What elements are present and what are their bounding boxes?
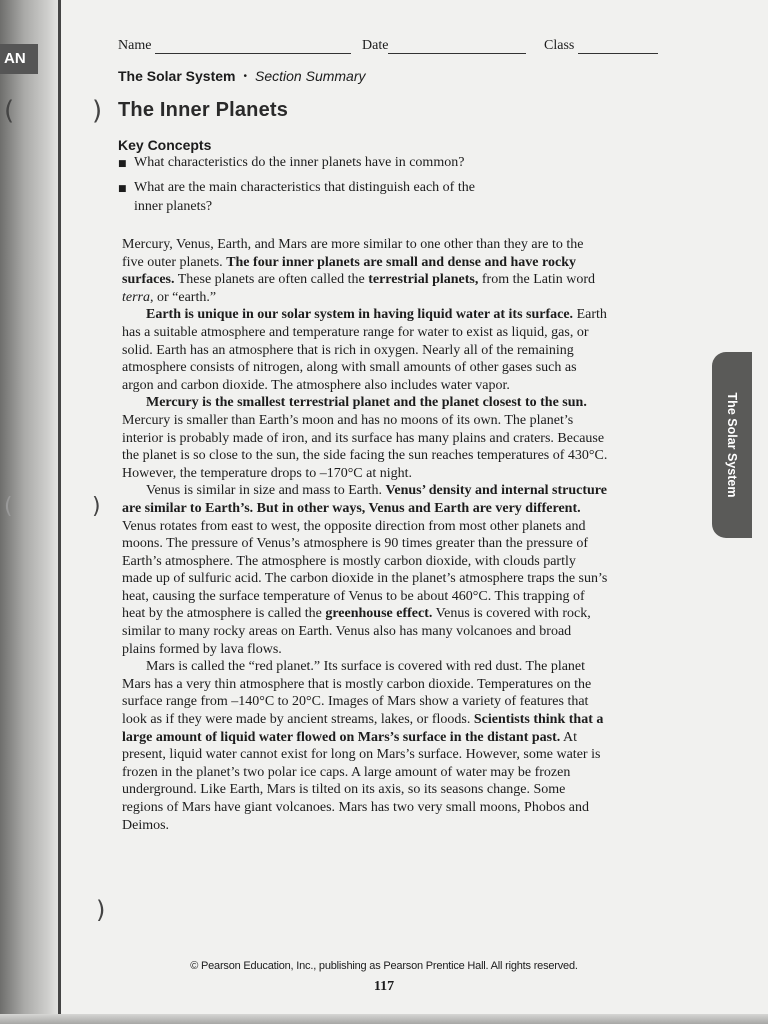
page-title: The Inner Planets: [118, 99, 289, 121]
section-line: [118, 68, 366, 84]
key-concept-text: What are the main characteristics that distinguish each of the: [134, 180, 475, 195]
key-statement: Venus’ density and internal structure are similar to Earth’s. But in other ways, Venus and Earth are very different.: [122, 483, 607, 516]
text-run: Mars is called the “red planet.” Its surface is covered with red dust. The planet Mars has a very thin atmosphere that is mostly carbon dioxide. Temperatures on the surface range from –140°C to 20°C. Images of Mars show a variety of features that look as if they were made by ancient streams, lakes, or floods.: [122, 659, 592, 728]
date-blank: [388, 41, 526, 54]
class-label: Class: [544, 38, 575, 53]
key-concepts-heading: Key Concepts: [118, 137, 212, 153]
vocab-term: greenhouse effect.: [325, 606, 433, 622]
section-kind: Section Summary: [255, 68, 366, 84]
bullet-icon: ■: [118, 159, 127, 169]
text-run: , or “earth.”: [150, 289, 217, 305]
vocab-term: terrestrial planets,: [368, 272, 479, 288]
paragraph-venus: [122, 482, 608, 658]
text-run: Mercury is smaller than Earth’s moon and has no moons of its own. The planet’s interior is probably made of iron, and its surface has many plains and craters. Because the planet is so close to the sun, the side facing the sun reaches temperatures of 430°C. However, the temperature drops to –170°C at night.: [122, 412, 608, 481]
copyright-notice: © Pearson Education, Inc., publishing as Pearson Prentice Hall. All rights reserved.: [190, 960, 578, 972]
key-statement: The four inner planets are small and dense and have rocky surfaces.: [122, 254, 576, 288]
name-blank: [155, 41, 351, 54]
binding-tab-label: AN: [0, 44, 38, 74]
key-concept-text-cont: inner planets?: [134, 199, 213, 214]
text-run: Venus is covered with rock, similar to many rocky areas on Earth. Venus also has many volcanoes and broad plains formed by lava flows.: [122, 606, 591, 657]
latin-term: terra: [122, 289, 150, 305]
text-run: Mercury, Venus, Earth, and Mars are more similar to one other than they are to the five outer planets.: [122, 237, 584, 270]
ring-hole-icon: (: [4, 494, 13, 519]
class-field: [544, 38, 658, 54]
text-run: Venus rotates from east to west, the opposite direction from most other planets and moons. The pressure of Venus’s atmosphere is 90 times greater than the pressure of Earth’s atmosphere. The atmosphere is mostly carbon dioxide, with clouds partly made up of sulfuric acid. The carbon dioxide in the planet’s atmosphere traps the sun’s heat, causing the surface temperature of Venus to be about 460°C. This trapping of heat by the atmosphere is called the: [122, 518, 608, 622]
paragraph-earth: [122, 306, 608, 394]
text-run: Venus is similar in size and mass to Earth.: [146, 483, 386, 499]
paragraph-mercury: [122, 394, 608, 482]
page-bottom-edge: [0, 1014, 768, 1024]
date-field: [362, 38, 526, 54]
ring-hole-icon: ): [92, 96, 103, 126]
binder-line: [58, 0, 61, 1024]
ring-hole-icon: (: [4, 96, 15, 126]
text-run: from the Latin word: [478, 272, 596, 288]
text-run: Earth has a suitable atmosphere and temperature range for water to exist as liquid, gas, or solid. Earth has an atmosphere that is rich in oxygen. Nearly all of the remaining atmosphere consists of nitrogen, along with small amounts of other gases such as argon and carbon dioxide. The atmosphere also includes water vapor.: [122, 307, 607, 393]
key-concept-item: [118, 154, 538, 173]
side-tab-label: The Solar System: [725, 392, 739, 498]
ring-hole-icon: ): [96, 896, 106, 924]
summary-body: [122, 236, 608, 834]
ring-hole-icon: ): [92, 494, 101, 519]
key-concept-text: What characteristics do the inner planets have in common?: [134, 155, 465, 170]
name-field: [118, 38, 351, 54]
key-statement: Earth is unique in our solar system in having liquid water at its surface.: [146, 307, 574, 323]
text-run: At present, liquid water cannot exist for long on Mars’s surface. However, some water is frozen in the planet’s two polar ice caps. A large amount of water may be frozen underground. Like Earth, Mars is tilted on its axis, so its seasons change. Some regions of Mars have giant volcanoes. Mars has two very small moons, Phobos and Deimos.: [122, 729, 601, 833]
separator-dot: •: [243, 71, 248, 82]
date-label: Date: [362, 38, 389, 53]
chapter-side-tab: [712, 352, 752, 538]
chapter-name: The Solar System: [118, 68, 236, 84]
key-concept-item: [118, 179, 538, 215]
class-blank: [578, 41, 658, 54]
paragraph-inner-planets: [122, 236, 608, 306]
name-label: Name: [118, 38, 152, 53]
bullet-icon: ■: [118, 184, 127, 194]
key-statement: Mercury is the smallest terrestrial planet and the planet closest to the sun.: [146, 395, 587, 411]
page-number: 117: [373, 979, 395, 994]
key-statement: Scientists think that a large amount of liquid water flowed on Mars’s surface in the distant past.: [122, 712, 604, 745]
paragraph-mars: [122, 658, 608, 834]
text-run: These planets are often called the: [174, 272, 369, 288]
